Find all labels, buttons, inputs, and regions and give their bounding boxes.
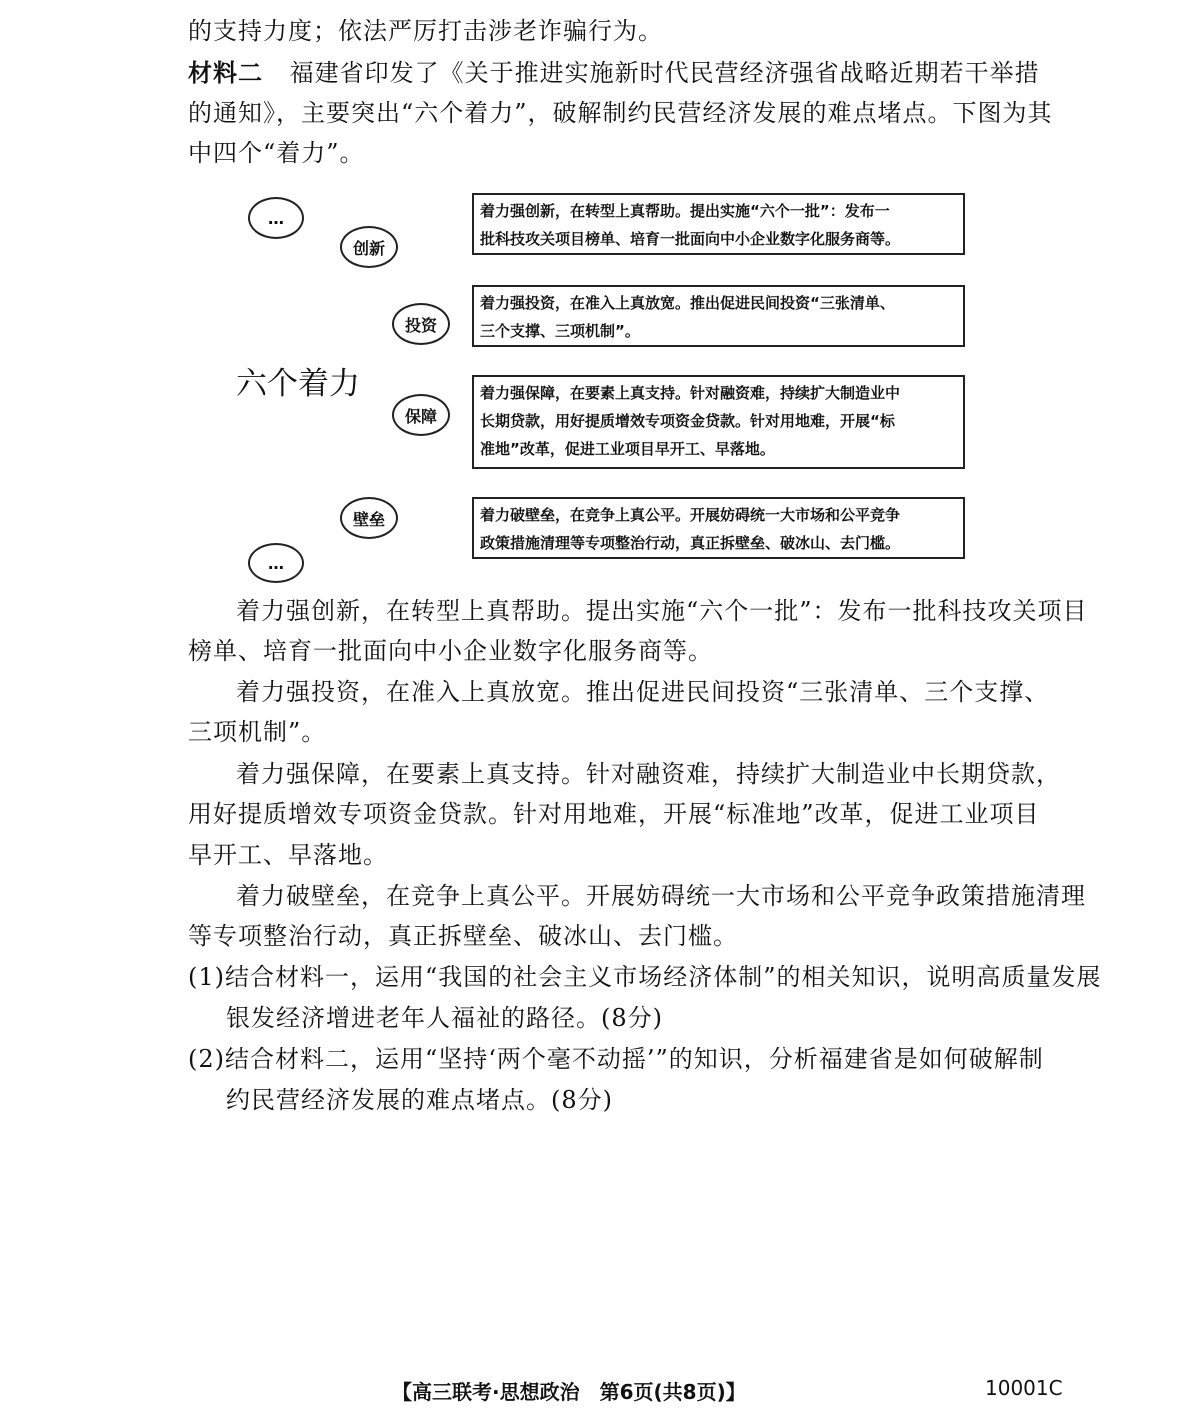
para2-line2: 三项机制”。 [188,718,327,746]
footer-code: 10001C [985,1376,1063,1400]
para4-line1: 着力破壁垒，在竞争上真公平。开展妨碍统一大市场和公平竞争政策措施清理 [236,882,1086,910]
box-innovation-line2: 批科技攻关项目榜单、培育一批面向中小企业数字化服务商等。 [480,230,901,248]
ellipsis-bottom: … [268,553,284,573]
material2-line3: 中四个“着力”。 [188,139,365,167]
tag-oval-barrier [340,497,398,539]
para3-line3: 早开工、早落地。 [188,841,388,869]
ellipsis-oval-top [248,197,304,239]
para1-line2: 榜单、培育一批面向中小企业数字化服务商等。 [188,637,713,665]
box-investment [472,285,965,347]
para3-line2: 用好提质增效专项资金贷款。针对用地难，开展“标准地”改革，促进工业项目 [188,800,1040,828]
box-guarantee-line3: 准地”改革，促进工业项目早开工、早落地。 [480,440,775,458]
box-guarantee-line1: 着力强保障，在要素上真支持。针对融资难，持续扩大制造业中 [480,384,901,402]
box-innovation [472,193,965,255]
para4-line2: 等专项整治行动，真正拆壁垒、破冰山、去门槛。 [188,922,738,950]
center-label: 六个着力 [236,366,360,402]
box-guarantee [472,375,965,469]
para1-line1: 着力强创新，在转型上真帮助。提出实施“六个一批”：发布一批科技攻关项目 [236,597,1088,625]
ellipsis-top: … [268,208,284,228]
question1-line2: 银发经济增进老年人福祉的路径。(8分) [226,1004,663,1032]
box-barrier-line2: 政策措施清理等专项整治行动，真正拆壁垒、破冰山、去门槛。 [480,534,901,552]
box-innovation-line1: 着力强创新，在转型上真帮助。提出实施“六个一批”：发布一 [480,202,890,220]
para2-line1: 着力强投资，在准入上真放宽。推出促进民间投资“三张清单、三个支撑、 [236,678,1050,706]
box-investment-line2: 三个支撑、三项机制”。 [480,322,640,340]
ellipsis-oval-bottom [248,543,304,583]
top-line: 的支持力度；依法严厉打击涉老诈骗行为。 [188,17,663,45]
question1-line1: (1)结合材料一，运用“我国的社会主义市场经济体制”的相关知识，说明高质量发展 [188,963,1102,991]
box-barrier [472,497,965,559]
tag-barrier: 壁垒 [352,509,385,529]
material2-label: 材料二 [188,59,263,87]
box-guarantee-line2: 长期贷款，用好提质增效专项资金贷款。针对用地难，开展“标 [480,412,895,430]
tag-investment: 投资 [404,315,437,335]
material2-line2: 的通知》，主要突出“六个着力”，破解制约民营经济发展的难点堵点。下图为其 [188,99,1053,127]
question2-line2: 约民营经济发展的难点堵点。(8分) [226,1086,613,1114]
tag-oval-innovation [340,226,398,268]
footer-page-info: 【高三联考·思想政治 第6页(共8页)】 [392,1380,746,1404]
box-investment-line1: 着力强投资，在准入上真放宽。推出促进民间投资“三张清单、 [480,294,895,312]
tag-oval-investment [392,303,450,345]
tag-guarantee: 保障 [404,406,437,426]
material2-line1 [188,58,1040,88]
tag-innovation: 创新 [352,238,385,258]
material2-text1: 福建省印发了《关于推进实施新时代民营经济强省战略近期若干举措 [289,59,1040,87]
tag-oval-guarantee [392,394,450,436]
para3-line1: 着力强保障，在要素上真支持。针对融资难，持续扩大制造业中长期贷款， [236,760,1061,788]
box-barrier-line1: 着力破壁垒，在竞争上真公平。开展妨碍统一大市场和公平竞争 [480,506,901,524]
question2-line1: (2)结合材料二，运用“坚持‘两个毫不动摇’”的知识，分析福建省是如何破解制 [188,1045,1044,1073]
